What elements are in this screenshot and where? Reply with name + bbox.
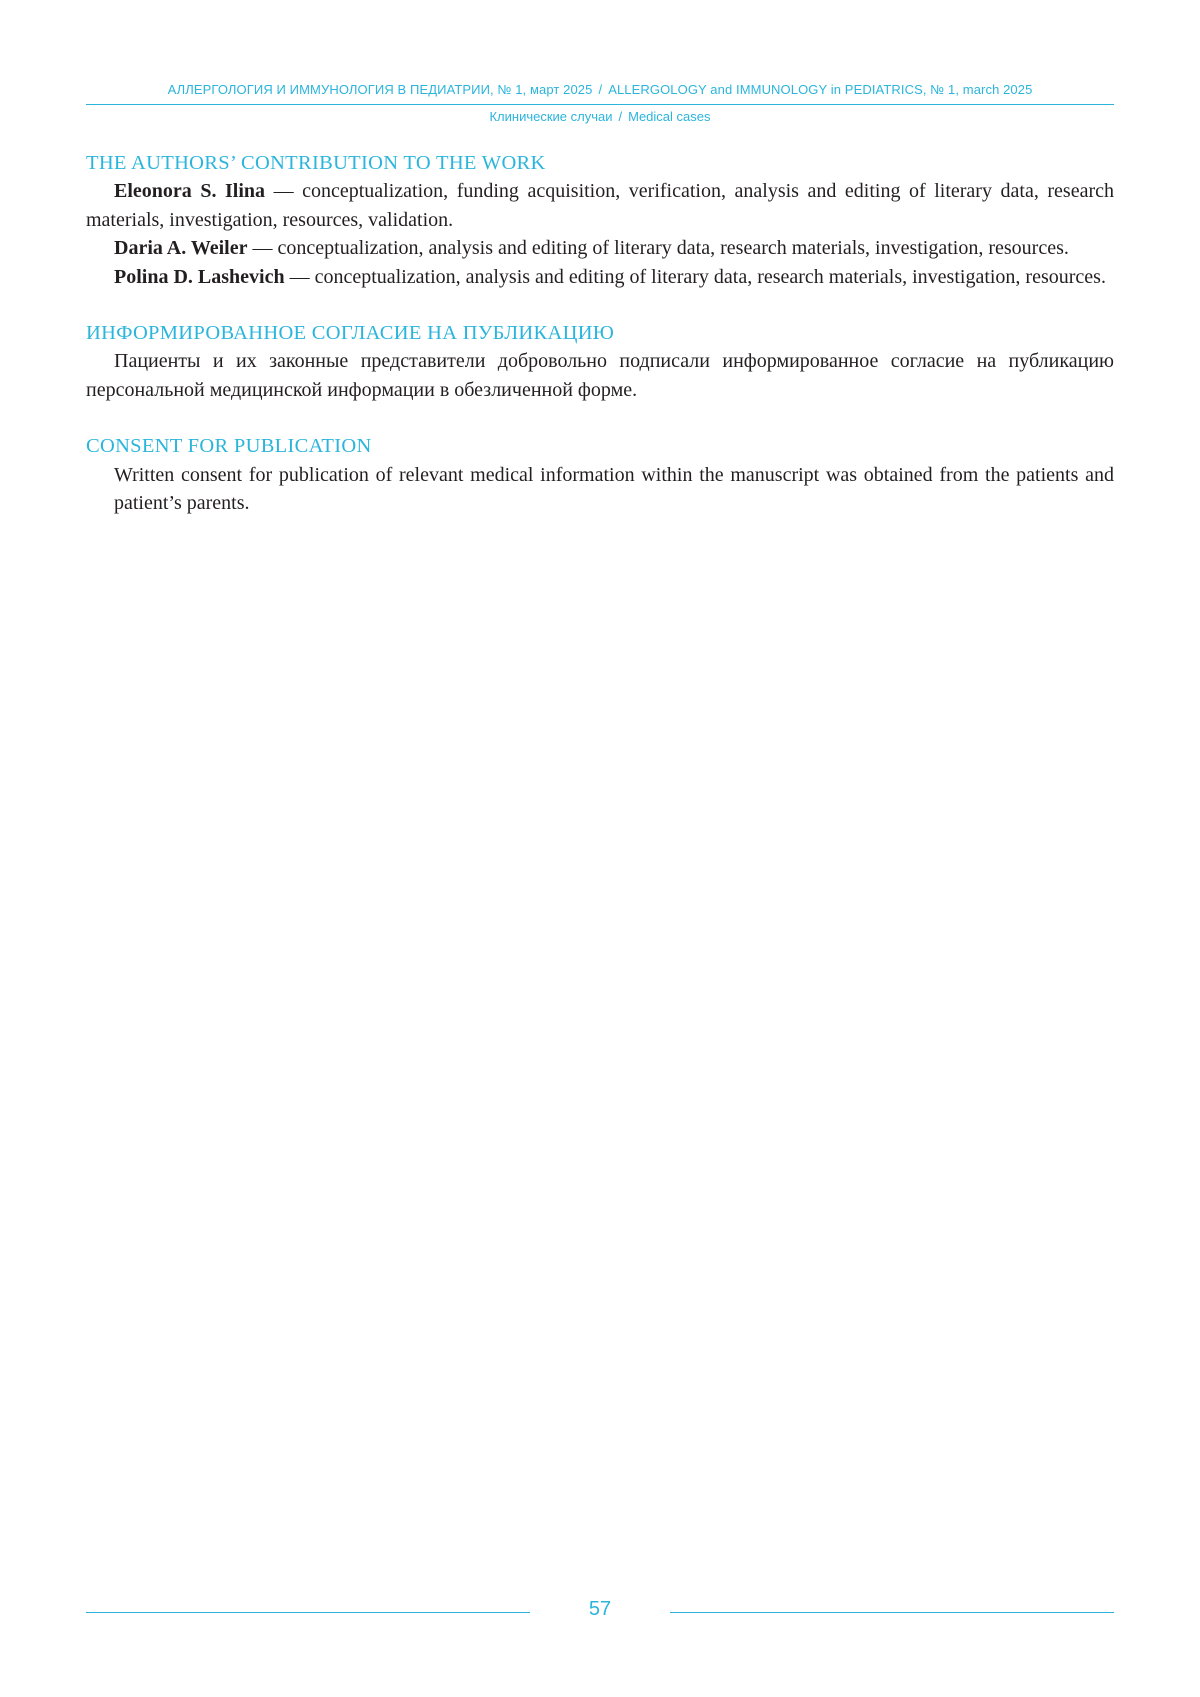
header-separator: / (598, 82, 603, 97)
author-contribution-text: — conceptualization, funding acquisition, verification, analysis and editing of literary data, research materials, investigation, resources, validation. (86, 180, 1114, 231)
authors-contribution-heading: THE AUTHORS’ CONTRIBUTION TO THE WORK (86, 152, 546, 174)
informed-consent-ru-text: Пациенты и их законные представители добровольно подписали информированное согласие на публикацию персональной медицинской информации в обезличенной форме. (86, 350, 1114, 401)
consent-en-text: Written consent for publication of relevant medical information within the manuscript was obtained from the patients and patient’s parents. (114, 463, 1114, 515)
page-footer (86, 1598, 1114, 1622)
author-contribution-paragraph (86, 234, 1114, 262)
author-contribution-paragraph (86, 263, 1114, 291)
author-contribution-paragraph (86, 177, 1114, 234)
journal-title-en: ALLERGOLOGY and IMMUNOLOGY in PEDIATRICS, № 1, march 2025 (608, 82, 1033, 97)
footer-rule-right (670, 1612, 1114, 1613)
section-label-en: Medical cases (628, 109, 711, 124)
informed-consent-ru-section (86, 319, 1114, 404)
section-label-ru: Клинические случаи (489, 109, 613, 124)
page-content (86, 149, 1114, 545)
consent-en-heading: CONSENT FOR PUBLICATION (86, 435, 372, 458)
page-number: 57 (588, 1598, 612, 1620)
header-rule (86, 104, 1114, 105)
authors-contribution-section (86, 149, 1114, 291)
section-separator: / (618, 109, 623, 124)
author-name: Eleonora S. Ilina (114, 180, 266, 203)
consent-en-section (86, 432, 1114, 517)
author-contribution-text: — conceptualization, analysis and editing of literary data, research materials, investigation, resources. (247, 237, 1069, 260)
author-name: Daria A. Weiler (114, 237, 248, 260)
informed-consent-ru-heading: ИНФОРМИРОВАННОЕ СОГЛАСИЕ НА ПУБЛИКАЦИЮ (86, 322, 615, 345)
section-label (86, 109, 1114, 124)
running-head (86, 82, 1114, 97)
journal-title-ru: АЛЛЕРГОЛОГИЯ И ИММУНОЛОГИЯ В ПЕДИАТРИИ, № 1, март 2025 (167, 82, 593, 97)
author-name: Polina D. Lashevich (114, 265, 285, 288)
author-contribution-text: — conceptualization, analysis and editing of literary data, research materials, investigation, resources. (284, 265, 1106, 288)
